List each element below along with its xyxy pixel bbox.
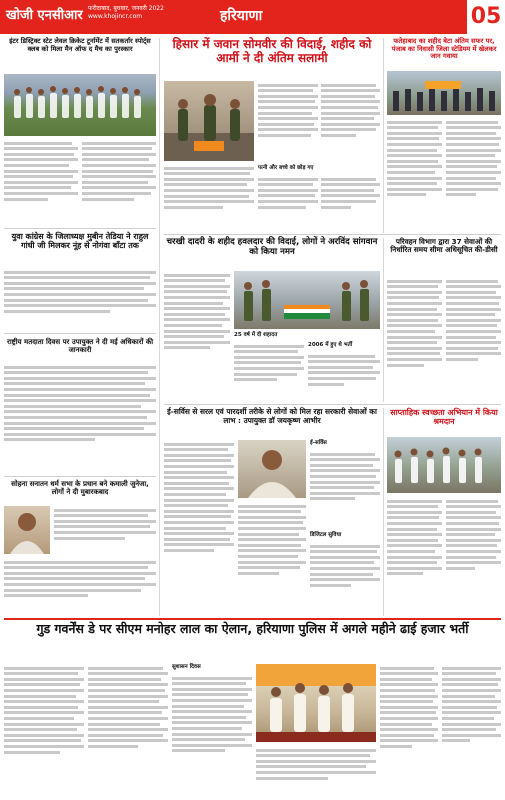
subhead-digital: डिजिटल सुविधा	[310, 532, 342, 538]
youth-congress-headline: युवा कांग्रेस के जिलाध्यक्ष मुबीन तेडिया ने राहुल गांधी जी मिलकर नूंह से नोगंवा बाँटा तक	[11, 232, 149, 251]
divider	[164, 404, 501, 405]
martyr-body-1	[258, 81, 318, 161]
subhead-governance: सुशासन दिवस	[172, 664, 201, 670]
dadri-body-3	[308, 352, 380, 400]
column-rule	[383, 38, 384, 233]
eservices-headline: ई-सर्विस से सरल एवं पारदर्शी तरीके से लोगों को मिल रहा सरकारी सेवाओं का लाभ : उपायुक्त डॉ जयकृष्ण आभीर	[167, 407, 377, 425]
cleanliness-body-1	[387, 497, 442, 612]
bottom-body-4	[256, 746, 376, 796]
cleanliness-body-2	[446, 497, 501, 612]
divider	[4, 476, 156, 477]
voters-day-headline: राष्ट्रीय मतदाता दिवस पर उपायुक्त ने दी मई अधिकारों की जानकारी	[6, 338, 154, 355]
dadri-headline: चरखी दादरी के शहीद हवलदार की विदाई, लोगों ने अरविंद सांगवान को किया नमन	[166, 237, 378, 257]
fatehabad-body-1	[387, 118, 442, 230]
martyr-headline: हिसार में जवान सोमवीर की विदाई, शहीद को आर्मी ने दी अंतिम सलामी	[172, 37, 372, 65]
bottom-headline: गुड गवर्नेंस डे पर सीएम मनोहर लाल का ऐलान, हरियाणा पुलिस में अगले महीने ढाई हजार भर्ती	[36, 621, 469, 636]
martyr-body-4	[258, 175, 318, 230]
crowd-figures	[387, 71, 501, 115]
eservices-body-4	[310, 542, 380, 612]
divider	[164, 234, 501, 235]
dadri-body-2	[234, 342, 304, 400]
subhead-martyrdom: 25 वर्ष में दी शहादत	[234, 332, 278, 338]
section-title: हरियाणा	[220, 8, 263, 24]
subhead-eservice: ई-सर्विस	[310, 440, 327, 446]
cleanliness-headline: साप्ताहिक स्वच्छता अभियान में किया श्रमदान	[390, 408, 498, 427]
team-figures	[4, 74, 156, 136]
dadri-tribute-photo	[234, 271, 380, 329]
divider	[4, 333, 156, 334]
volunteers-figures	[387, 437, 501, 493]
sohna-body-top	[54, 506, 156, 554]
bottom-body-2	[88, 664, 168, 796]
youth-body	[4, 268, 156, 330]
voters-body	[4, 363, 156, 473]
portrait-photo	[4, 506, 50, 554]
soldier-figure	[164, 81, 254, 161]
cricket-body-left	[4, 139, 78, 225]
transport-body-1	[387, 277, 442, 402]
sohna-body	[4, 558, 156, 614]
subhead-recruitment: 2006 में हुए थे भर्ती	[308, 342, 353, 348]
person-icon	[4, 506, 50, 554]
eservices-body-3	[310, 450, 380, 528]
martyr-body-3	[164, 164, 254, 230]
cricket-headline: इंटर डिस्ट्रिक्ट स्टेट लेवल क्रिकेट टूर्नामेंट में सतकर्तार स्पोर्ट्स क्लब को मिला मैन ऑफ द मैच का पुरस्कार	[9, 37, 151, 53]
date-line	[88, 5, 208, 21]
masthead	[0, 0, 505, 34]
subhead-family: पत्नी और बच्चे को छोड़ गए	[258, 165, 314, 171]
column-rule	[383, 408, 384, 616]
divider	[4, 228, 156, 229]
website-text: www.khojincr.com	[88, 13, 143, 20]
officer-photo	[238, 440, 306, 498]
fatehabad-body-2	[446, 118, 501, 230]
martyr-body-2	[321, 81, 380, 161]
tribute-scene	[234, 271, 380, 329]
funeral-procession-photo	[387, 71, 501, 115]
cricket-body-right	[82, 139, 156, 225]
bottom-body-6	[442, 664, 501, 796]
transport-headline: परिवहन विभाग द्वारा 37 सेवाओं की निर्धारित समय सीमा अधिसूचित की-डीसी	[390, 237, 498, 255]
fatehabad-headline: फतेहाबाद का शहीद बेटा अंतिम सफर पर, पंजाब का निवासी जिला स्टेडियम में खेलकर जान गवाया	[391, 37, 497, 61]
cleanliness-drive-photo	[387, 437, 501, 493]
date-text: फरीदाबाद, बुधवार, जनवरी 2022	[88, 5, 164, 12]
cm-event-photo	[256, 664, 376, 742]
bottom-body-1	[4, 664, 84, 796]
sohna-headline: सोहना सनातन धर्म सभा के प्रधान बने कमाली जुनेजा, लोगों ने दी मुबारकबाद	[11, 480, 149, 497]
officer-figure	[238, 440, 306, 498]
bottom-body-3	[172, 674, 252, 796]
column-rule	[383, 238, 384, 402]
martyr-body-5	[321, 175, 380, 230]
stage-scene	[256, 664, 376, 742]
column-rule	[159, 38, 160, 616]
bottom-divider	[4, 618, 501, 620]
eservices-body-2	[238, 502, 306, 612]
eservices-body-1	[164, 440, 234, 612]
dadri-body-1	[164, 271, 230, 379]
cricket-team-photo	[4, 74, 156, 136]
transport-body-2	[446, 277, 501, 402]
brand-name: खोजी एनसीआर	[6, 8, 83, 23]
martyr-photo	[164, 81, 254, 161]
page-number: 05	[465, 0, 505, 34]
bottom-body-5	[380, 664, 438, 796]
